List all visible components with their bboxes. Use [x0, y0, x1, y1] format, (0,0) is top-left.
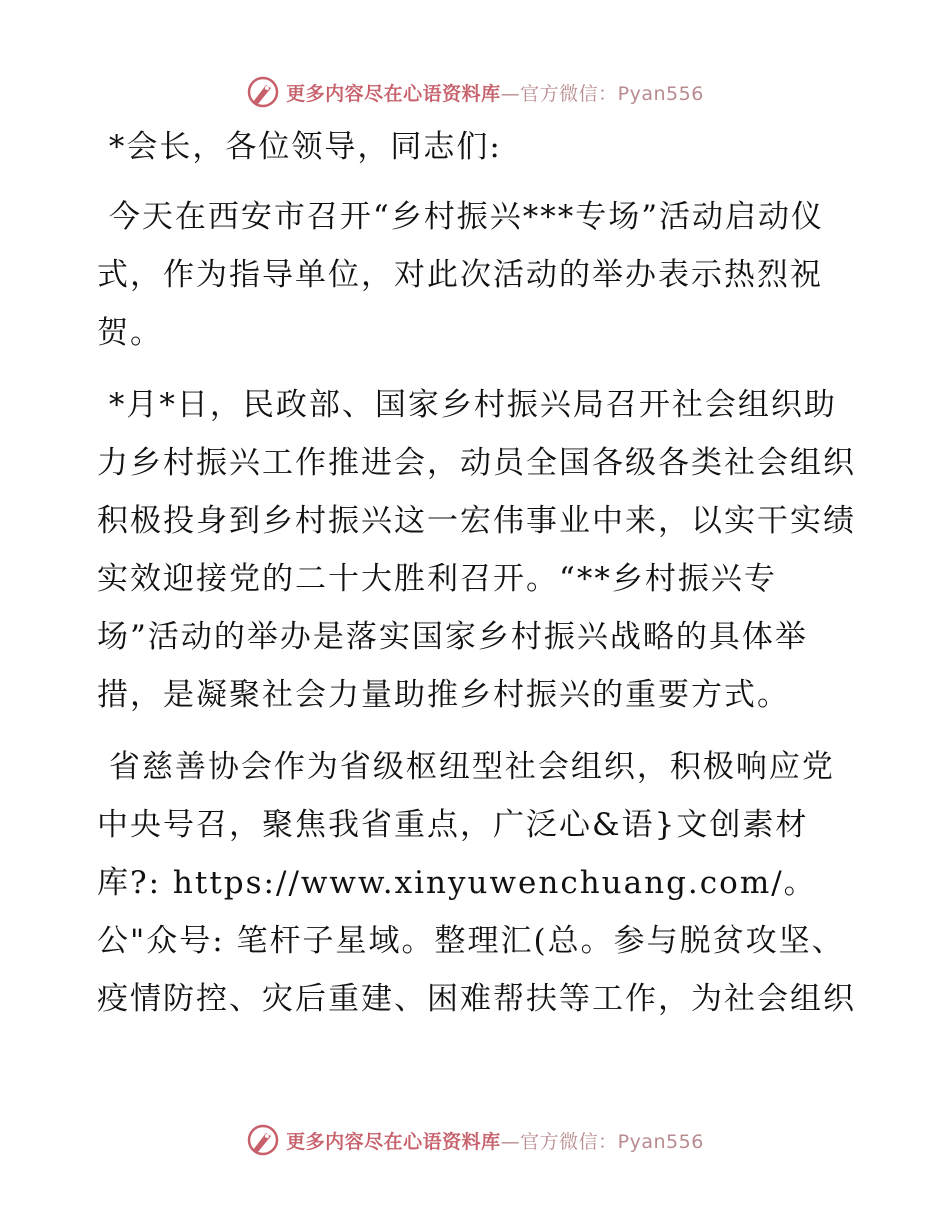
paragraph-greeting: *会长，各位领导，同志们: — [97, 129, 502, 165]
banner-text — [286, 1127, 704, 1154]
paragraph-background: *月*日，民政部、国家乡村振兴局召开社会组织助力乡村振兴工作推进会，动员全国各级各类社会组织积极投身到乡村振兴这一宏伟事业中来，以实干实绩实效迎接党的二十大胜利召开。“**乡村振兴专场”活动的举办是落实国家乡村振兴战略的具体举措，是凝聚社会力量助推乡村振兴的重要方式。 — [97, 387, 856, 713]
footer-banner — [0, 1120, 950, 1160]
paragraph-opening: 今天在西安市召开“乡村振兴***专场”活动启动仪式，作为指导单位，对此次活动的举办表示热烈祝贺。 — [97, 199, 825, 351]
paragraph-association: 省慈善协会作为省级枢纽型社会组织，积极响应党中央号召，聚焦我省重点，广泛心&语}文创素材库?: https://www.xinyuwenchuang.com/。公"众号: 笔杆子星域。整理汇(总。参与脱贫攻坚、疫情防控、灾后重建、困难帮扶等工作，为社会组织 — [97, 749, 856, 1017]
banner-wechat-text: —官方微信：Pyan556 — [500, 82, 704, 105]
banner-main-text: 更多内容尽在心语资料库 — [286, 1130, 501, 1153]
pen-nib-circle-icon — [246, 75, 280, 109]
banner-wechat-text: —官方微信：Pyan556 — [500, 1130, 704, 1153]
header-banner — [0, 72, 950, 112]
pen-nib-circle-icon — [246, 1123, 280, 1157]
banner-main-text: 更多内容尽在心语资料库 — [286, 82, 501, 105]
document-body — [97, 118, 857, 1028]
banner-text — [286, 79, 704, 106]
